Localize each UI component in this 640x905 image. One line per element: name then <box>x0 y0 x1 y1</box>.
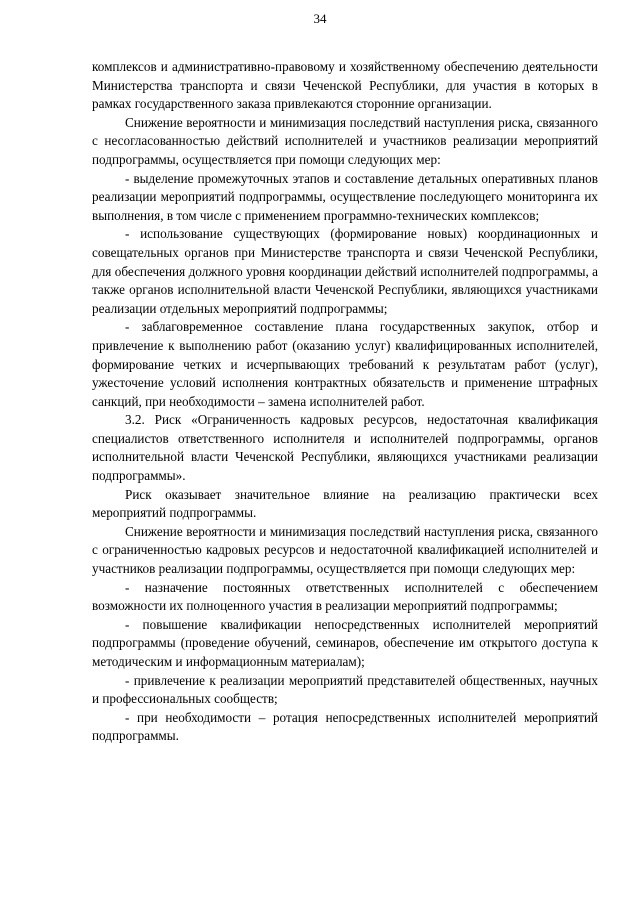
paragraph: Риск оказывает значительное влияние на реализацию практически всех мероприятий подпрограммы. <box>92 486 598 521</box>
page-number: 34 <box>313 11 327 26</box>
list-item: - использование существующих (формирование новых) координационных и совещательных органов при Министерстве транспорта и связи Чеченской Республики, для обеспечения должного уровня координации действий исполнителей подпрограммы, а также органов исполнительной власти Чеченской Республики, являющихся участниками реализации отдельных мероприятий подпрограммы; <box>92 226 598 316</box>
paragraph: Снижение вероятности и минимизация последствий наступления риска, связанного с ограниченностью кадровых ресурсов и недостаточной квалификацией исполнителей и участников реализации подпрограммы, осуществляется при помощи следующих мер: <box>92 523 598 577</box>
list-item: - привлечение к реализации мероприятий представителей общественных, научных и профессиональных сообществ; <box>92 672 598 707</box>
body-text <box>92 58 598 746</box>
paragraph: комплексов и административно-правовому и хозяйственному обеспечению деятельности Министерства транспорта и связи Чеченской Республики, для участия в которых в рамках государственного заказа привлекаются сторонние организации. <box>92 59 598 112</box>
list-item: - при необходимости – ротация непосредственных исполнителей мероприятий подпрограммы. <box>92 709 598 744</box>
paragraph: Снижение вероятности и минимизация последствий наступления риска, связанного с несогласованностью действий исполнителей и участников реализации мероприятий подпрограммы, осуществляется при помощи следующих мер: <box>92 114 598 167</box>
list-item: - повышение квалификации непосредственных исполнителей мероприятий подпрограммы (проведение обучений, семинаров, обеспечение им открытого доступа к методическим и информационным материалам); <box>92 616 598 669</box>
list-item: - заблаговременное составление плана государственных закупок, отбор и привлечение к выполнению работ (оказанию услуг) квалифицированных исполнителей, формирование четких и исчерпывающих требований к результатам работ (услуг), ужесточение условий исполнения контрактных обязательств и применение штрафных санкций, при необходимости – замена исполнителей работ. <box>92 319 598 409</box>
list-item: - назначение постоянных ответственных исполнителей с обеспечением возможности их полноценного участия в реализации мероприятий подпрограммы; <box>92 579 598 614</box>
section-heading-paragraph: 3.2. Риск «Ограниченность кадровых ресурсов, недостаточная квалификация специалистов ответственного исполнителя и исполнителей подпрограммы, органов исполнительной власти Чеченской Республики, являющихся участниками реализации подпрограммы». <box>92 412 598 484</box>
list-item: - выделение промежуточных этапов и составление детальных оперативных планов реализации мероприятий подпрограммы, осуществление последующего мониторинга их выполнения, в том числе с применением программно-технических комплексов; <box>92 170 598 223</box>
